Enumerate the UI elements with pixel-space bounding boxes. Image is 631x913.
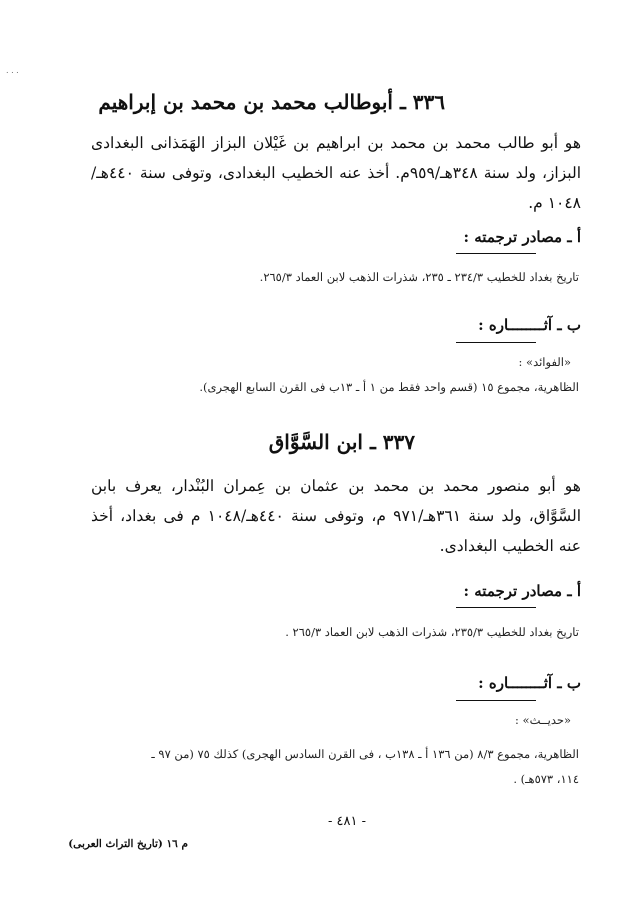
entry-336-sources: تاريخ بغداد للخطيب ٢٣٤/٣ ـ ٢٣٥، شذرات الذهب لابن العماد ٢٦٥/٣. [259, 270, 579, 284]
entry-336-title: ٣٣٦ ـ أبوطالب محمد بن محمد بن إبراهيم [98, 90, 445, 114]
entry-336-sources-heading: أ ـ مصادر ترجمته : [463, 228, 581, 246]
corner-marks: . . . [6, 66, 19, 75]
entry-337-work-manuscript-line1: الظاهرية، مجموع ٨/٣ (من ١٣٦ أ ـ ١٣٨ب ، فى القرن السادس الهجرى) كذلك ٧٥ (من ٩٧ ـ [151, 747, 579, 761]
entry-336-works-heading: ب ـ آثــــــــاره : [478, 316, 581, 334]
sources-underline [456, 607, 536, 608]
entry-337-sources-heading: أ ـ مصادر ترجمته : [463, 582, 581, 600]
page-number: - ٤٨١ - [327, 814, 366, 829]
signature-footer: م ١٦ (تاريخ التراث العربى) [68, 838, 188, 850]
entry-337-title: ٣٣٧ ـ ابن السَّوَّاق [268, 430, 415, 454]
sources-underline [456, 253, 536, 254]
entry-336-work-title: «الفوائد» : [518, 355, 571, 369]
works-underline [456, 700, 536, 701]
entry-336-work-manuscript: الظاهرية، مجموع ١٥ (قسم واحد فقط من ١ أ ـ ١٣ب فى القرن السابع الهجرى). [199, 380, 579, 394]
entry-337-paragraph: هو أبو منصور محمد بن محمد بن عثمان بن عِمران البُنْدار، يعرف بابن السَّوَّاق، ولد سنة ٣٦١هـ/٩٧١ م، وتوفى سنة ٤٤٠هـ/١٠٤٨ م فى بغداد، أخذ عنه الخطيب البغدادى. [91, 477, 581, 555]
entry-336-paragraph: هو أبو طالب محمد بن محمد بن ابراهيم بن غَيْلان البزاز الهَمَذانى البغدادى البزاز، ولد سنة ٣٤٨هـ/٩٥٩م. أخذ عنه الخطيب البغدادى، وتوفى سنة ٤٤٠هـ/١٠٤٨ م. [91, 134, 581, 212]
entry-337-work-manuscript-line2: ١١٤، ٥٧٣هـ) . [513, 772, 579, 786]
entry-337-works-heading: ب ـ آثــــــــاره : [478, 674, 581, 692]
works-underline [456, 342, 536, 343]
entry-337-work-title: «حديــث» : [515, 713, 571, 727]
entry-337-sources: تاريخ بغداد للخطيب ٢٣٥/٣، شذرات الذهب لابن العماد ٢٦٥/٣ . [285, 625, 579, 639]
